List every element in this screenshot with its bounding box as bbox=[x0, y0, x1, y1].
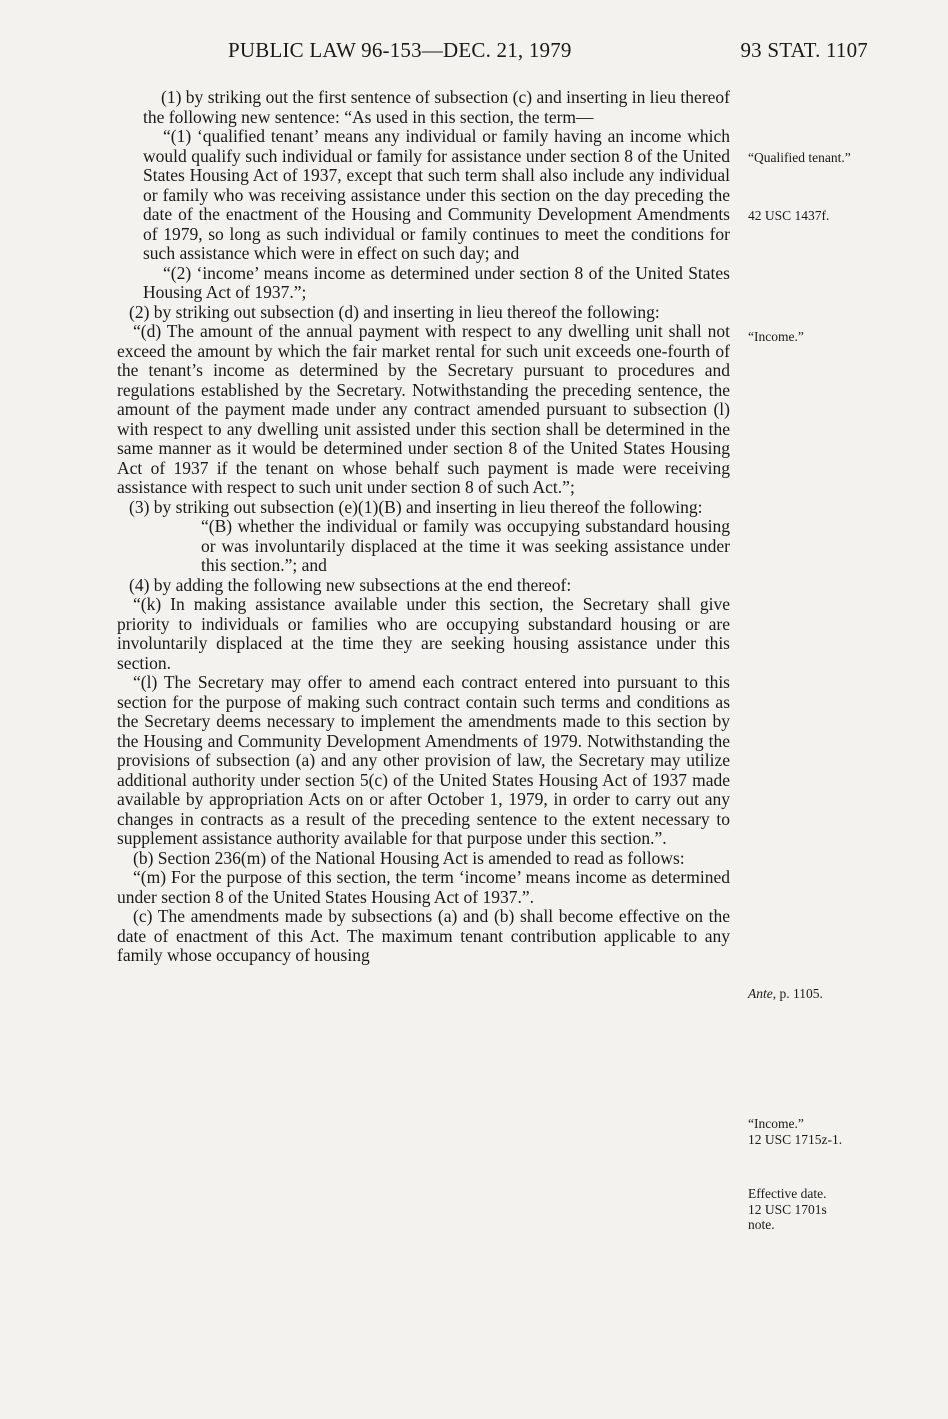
body-text bbox=[117, 88, 730, 966]
paragraph-3-text: (3) by striking out subsection (e)(1)(B) and inserting in lieu thereof the following: bbox=[129, 496, 703, 517]
paragraph-section-c: (c) The amendments made by subsections (a) and (b) shall become effective on the date of enactment of this Act. The maximum tenant contribution applicable to any family whose occupancy of housing bbox=[117, 906, 730, 965]
paragraph-qualified-tenant: “(1) ‘qualified tenant’ means any individual or family having an income which would qualify such individual or family for assistance under section 8 of the United States Housing Act of 1937, except that such term shall also include any individual or family who was receiving assistance under this section on the day preceding the date of the enactment of the Housing and Community Development Amendments of 1979, so long as such individual or family continues to meet the conditions for such assistance which were in effect on such day; and bbox=[143, 126, 730, 263]
paragraph-4 bbox=[117, 576, 730, 596]
margin-note-42-usc-1437f: 42 USC 1437f. bbox=[748, 208, 830, 223]
ante-italic: Ante bbox=[748, 986, 773, 1001]
paragraph-2 bbox=[117, 303, 730, 323]
paragraph-1: (1) by striking out the first sentence of subsection (c) and inserting in lieu thereof the following new sentence: “As used in this section, the term— bbox=[143, 87, 730, 127]
paragraph-4-text: (4) by adding the following new subsections at the end thereof: bbox=[129, 574, 572, 595]
paragraph-subsection-b-quote bbox=[117, 517, 730, 576]
ante-page: , p. 1105. bbox=[772, 986, 823, 1001]
paragraph-subsection-l: “(l) The Secretary may offer to amend each contract entered into pursuant to this section for the purpose of making such contract contain such terms and conditions as the Secretary deems necessary to implement the amendments made to this section by the Housing and Community Development Amendments of 1979. Notwithstanding the provisions of subsection (a) and any other provision of law, the Secretary may utilize additional authority under section 5(c) of the United States Housing Act of 1937 made available by appropriation Acts on or after October 1, 1979, in order to carry out any changes in contracts as a result of the preceding sentence to the extent necessary to supplement assistance authority available for that purpose under this section.”. bbox=[117, 672, 730, 848]
running-title: PUBLIC LAW 96-153—DEC. 21, 1979 bbox=[228, 38, 572, 62]
paragraph-subsection-m: “(m) For the purpose of this section, the term ‘income’ means income as determined under section 8 of the United States Housing Act of 1937.”. bbox=[117, 867, 730, 907]
paragraph-2-text: (2) by striking out subsection (d) and inserting in lieu thereof the following: bbox=[129, 301, 660, 322]
margin-note-income-1: “Income.” bbox=[748, 329, 804, 344]
page-header bbox=[0, 38, 948, 62]
margin-note-qualified-tenant: “Qualified tenant.” bbox=[748, 150, 851, 165]
paragraph-3 bbox=[117, 498, 730, 518]
paragraph-subsection-d: “(d) The amount of the annual payment with respect to any dwelling unit shall not exceed the amount by which the fair market rental for such unit exceeds one-fourth of the tenant’s income as determined by the Secretary pursuant to procedures and regulations established by the Secretary. Notwithstanding the preceding sentence, the amount of the payment made under any contract amended pursuant to subsection (l) with respect to any dwelling unit assisted under this section shall be determined in the same manner as it would be determined under section 8 of the United States Housing Act of 1937 if the tenant on whose behalf such payment is made were receiving assistance with respect to such unit under section 8 of such Act.”; bbox=[117, 321, 730, 497]
margin-note-effective-date: Effective date. bbox=[748, 1186, 827, 1201]
statute-page-number: 93 STAT. 1107 bbox=[740, 38, 868, 62]
paragraph-section-b: (b) Section 236(m) of the National Housing Act is amended to read as follows: bbox=[133, 847, 685, 868]
margin-note-ante bbox=[748, 986, 888, 1001]
margin-note-12-usc-1701s: 12 USC 1701s note. bbox=[748, 1202, 827, 1232]
paragraph-subsection-k: “(k) In making assistance available under this section, the Secretary shall give priority to individuals or families who are occupying substandard housing or are involuntarily displaced at the time they are seeking housing assistance under this section. bbox=[117, 594, 730, 673]
paragraph-subsection-b-text: “(B) whether the individual or family was occupying substandard housing or was involuntarily displaced at the time it was seeking assistance under this section.”; and bbox=[201, 516, 730, 575]
margin-note-income-2: “Income.” bbox=[748, 1116, 804, 1131]
paragraph-income: “(2) ‘income’ means income as determined under section 8 of the United States Housing Act of 1937.”; bbox=[143, 262, 730, 302]
margin-note-12-usc-1715z-1: 12 USC 1715z-1. bbox=[748, 1132, 843, 1147]
